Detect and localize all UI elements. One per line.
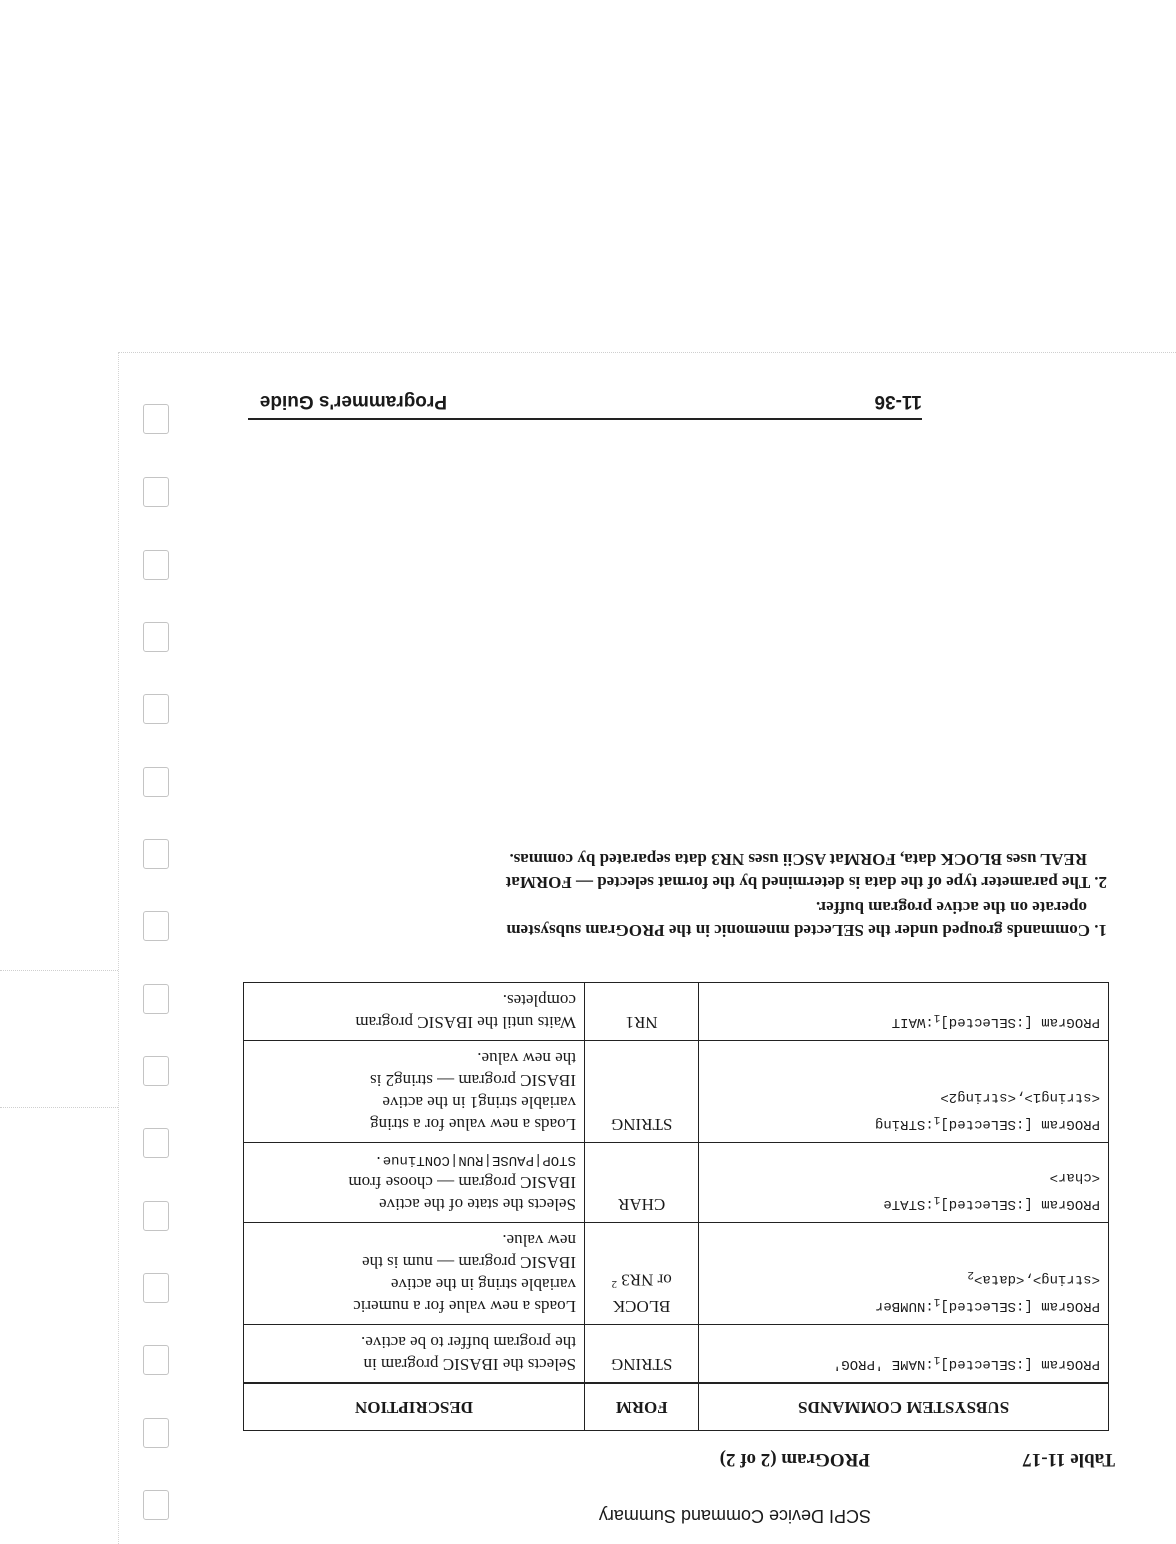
description-line: Loads a new value for a string <box>370 1115 576 1134</box>
description-line: IBASIC program — choose from <box>348 1173 576 1192</box>
form-cell <box>584 1325 698 1384</box>
binder-holes <box>143 404 169 1524</box>
table-row <box>244 983 1109 1041</box>
command-text: PROGram [:SELected] <box>940 1356 1100 1372</box>
page-number: 11-36 <box>874 391 922 412</box>
form-text: or NR3 <box>621 1270 672 1290</box>
scan-edge-left <box>118 352 119 1544</box>
description-line: completes. <box>502 991 576 1010</box>
table-notes <box>307 846 1107 942</box>
description-cell <box>244 1223 585 1325</box>
binder-hole <box>143 477 169 507</box>
form-text: NR1 <box>625 1013 658 1032</box>
description-cell <box>244 1325 585 1384</box>
footnote-ref: 1 <box>933 1193 941 1206</box>
footnote-ref: 1 <box>933 1295 941 1308</box>
description-line: Loads a new value for a numeric <box>353 1297 576 1316</box>
footnote-ref: 2 <box>967 1268 974 1281</box>
table-caption <box>720 1448 1115 1470</box>
running-head: Programmer's Guide <box>259 391 447 412</box>
command-table <box>243 982 1109 1431</box>
binder-hole <box>143 404 169 434</box>
command-cell <box>699 1041 1109 1143</box>
command-text: PROGram [:SELected] <box>940 1196 1100 1212</box>
command-cell <box>699 1143 1109 1223</box>
footnote-ref: 2 <box>611 1278 617 1290</box>
binder-hole <box>143 622 169 652</box>
note-line: 1. Commands grouped under the SELected mnemonic in the PROGram subsystem <box>506 921 1107 940</box>
command-text: :STRing <box>874 1116 934 1132</box>
binder-hole <box>143 1345 169 1375</box>
binder-hole <box>143 1273 169 1303</box>
table-row <box>244 1223 1109 1325</box>
command-params: <char> <box>1049 1169 1100 1186</box>
form-text: STRING <box>610 1115 673 1134</box>
form-text: CHAR <box>618 1195 666 1214</box>
command-text: :NUMBer <box>874 1298 934 1314</box>
form-cell <box>584 1223 698 1325</box>
command-text: :STATe <box>883 1196 934 1212</box>
form-cell <box>584 1143 698 1223</box>
command-text: PROGram [:SELected] <box>940 1014 1100 1030</box>
table-row <box>244 1325 1109 1384</box>
footnote-ref: 1 <box>933 1353 941 1366</box>
command-cell <box>699 1325 1109 1384</box>
command-text: PROGram [:SELected] <box>940 1298 1100 1314</box>
scan-edge-mark <box>0 1107 118 1108</box>
command-params: <string1>,<string2> <box>940 1089 1100 1106</box>
note-2 <box>307 848 1107 894</box>
description-cell <box>244 1041 585 1143</box>
form-cell <box>584 1041 698 1143</box>
description-cell <box>244 1143 585 1223</box>
command-text: :NAME 'PROG' <box>832 1356 934 1372</box>
command-params: <string>,<data> <box>973 1271 1100 1288</box>
binder-hole <box>143 984 169 1014</box>
description-line: STOP|PAUSE|RUN|CONTinue. <box>374 1152 576 1168</box>
binder-hole <box>143 911 169 941</box>
column-header: SUBSYSTEM COMMANDS <box>699 1383 1109 1431</box>
form-text: STRING <box>610 1355 673 1374</box>
description-line: the new value. <box>477 1049 576 1068</box>
table-title: PROGram (2 of 2) <box>719 1449 870 1470</box>
form-cell <box>584 983 698 1041</box>
description-line: Waits until the IBASIC program <box>355 1013 576 1032</box>
description-line: Selects the state of the active <box>379 1195 576 1214</box>
footnote-ref: 1 <box>933 1011 941 1024</box>
printed-page <box>235 380 1115 1530</box>
header-rule <box>248 418 922 420</box>
command-text: PROGram [:SELected] <box>940 1116 1100 1132</box>
scan-edge-top <box>118 352 1176 353</box>
footnote-ref: 1 <box>933 1113 941 1126</box>
table-row <box>244 1143 1109 1223</box>
page-footer-title: SCPI Device Command Summary <box>598 1506 871 1526</box>
table-row <box>244 1041 1109 1143</box>
description-line: IBASIC program — num is the <box>362 1253 576 1272</box>
table-number: Table 11-17 <box>1022 1449 1115 1470</box>
table-header-row <box>244 1383 1109 1431</box>
form-text: BLOCK <box>612 1297 671 1316</box>
note-line: 2. The parameter type of the data is determined by the format selected — FORMat <box>505 873 1107 892</box>
note-1 <box>307 896 1107 942</box>
column-header: DESCRIPTION <box>244 1383 585 1431</box>
binder-hole <box>143 550 169 580</box>
binder-hole <box>143 1490 169 1520</box>
description-line: new value. <box>502 1231 576 1250</box>
binder-hole <box>143 1056 169 1086</box>
command-text: :WAIT <box>891 1014 934 1030</box>
column-header: FORM <box>584 1383 698 1431</box>
binder-hole <box>143 1201 169 1231</box>
description-line: variable string in the active <box>390 1275 576 1294</box>
description-line: Selects the IBASIC program in <box>363 1355 576 1374</box>
binder-hole <box>143 839 169 869</box>
binder-hole <box>143 694 169 724</box>
note-line: operate on the active program buffer. <box>815 898 1087 917</box>
description-line: IBASIC program — string2 is <box>370 1071 576 1090</box>
scan-edge-mark <box>0 970 118 971</box>
binder-hole <box>143 767 169 797</box>
binder-hole <box>143 1418 169 1448</box>
command-cell <box>699 983 1109 1041</box>
description-line: variable string1 in the active <box>382 1093 576 1112</box>
note-line: REAL uses BLOCK data, FORMat ASCii uses NR3 data separated by commas. <box>509 850 1087 869</box>
binder-hole <box>143 1128 169 1158</box>
description-line: the program buffer to be active. <box>361 1333 576 1352</box>
description-cell <box>244 983 585 1041</box>
command-cell <box>699 1223 1109 1325</box>
